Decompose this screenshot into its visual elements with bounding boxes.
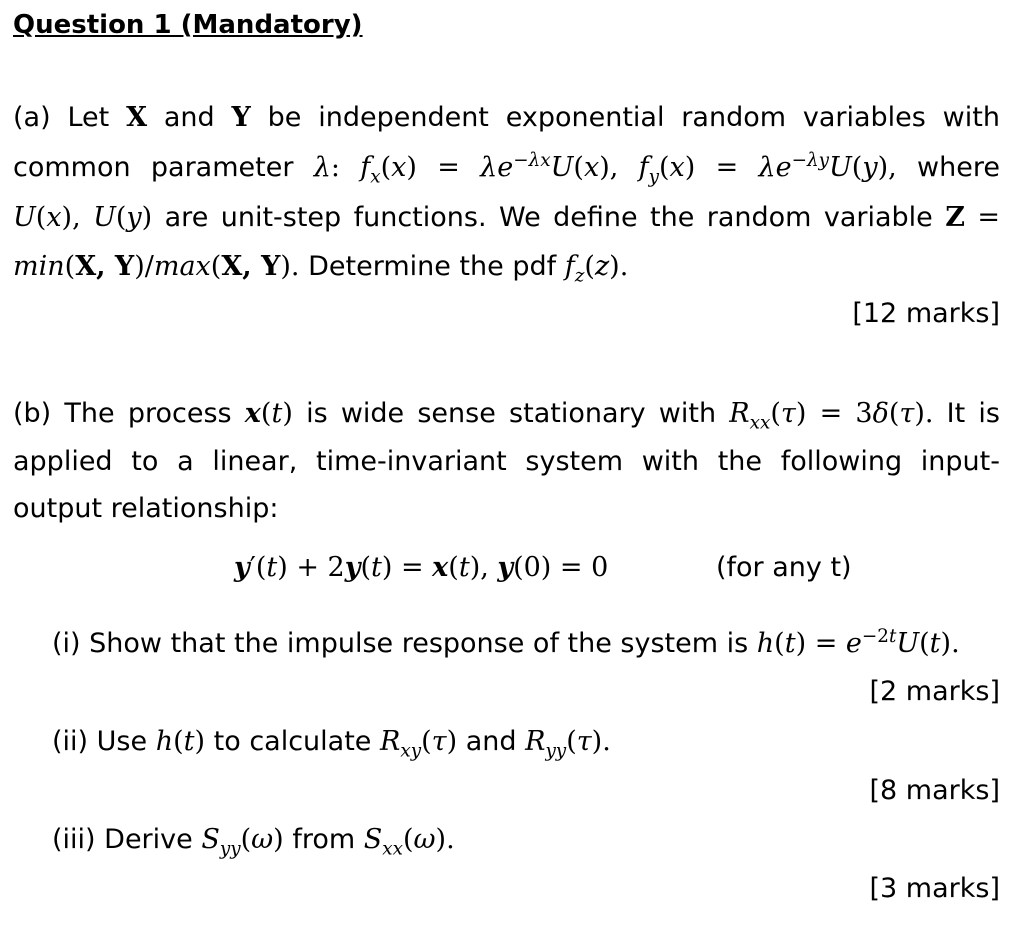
part-b-iii-marks: [3 marks] xyxy=(869,873,1000,904)
part-a-line-3: U(x), U(y) are unit-step functions. We define the random variable Z = xyxy=(13,202,1000,233)
question-title: Question 1 (Mandatory) xyxy=(13,10,363,40)
syy-math: $S_{yy}(\omega)$ xyxy=(201,824,284,860)
part-b-iii: (iii) Derive $S_{yy}(\omega)$ from $S_{xx}(\omega)$. xyxy=(52,824,455,860)
part-b-i-marks: [2 marks] xyxy=(869,676,1000,707)
part-b-line-3: output relationship: xyxy=(13,493,279,524)
part-b-ii-marks: [8 marks] xyxy=(869,775,1000,806)
rxy-math: $R_{xy}(\tau)$ xyxy=(380,726,458,762)
differential-equation: y′(t) + 2y(t) = x(t), y(0) = 0 xyxy=(234,552,609,583)
x-of-t-math: x(t) xyxy=(244,398,293,429)
h-of-t-math: h(t) xyxy=(155,726,206,757)
pdf-definitions-math: $f_x(x) = \lambda e^{-\lambda x}U(x)$, $f_y(x) = \lambda e^{-\lambda y}U(y)$, xyxy=(360,150,897,188)
part-b-line-1: (b) The process x(t) is wide sense stationary with $R_{xx}(\tau) = 3\delta(\tau)$. It is xyxy=(13,398,1000,434)
sxx-math: $S_{xx}(\omega)$. xyxy=(363,824,455,860)
ryy-math: $R_{yy}(\tau)$. xyxy=(525,726,611,762)
part-b-i: (i) Show that the impulse response of the system is $h(t) = e^{-2t}U(t)$. xyxy=(52,626,960,659)
rxx-math: $R_{xx}(\tau) = 3\delta(\tau)$. xyxy=(729,398,934,434)
part-a-marks: [12 marks] xyxy=(852,298,1000,329)
part-a-line-2: common parameter λ: $f_x(x) = \lambda e^{-\lambda x}U(x)$, $f_y(x) = \lambda e^{-\lambda y}U(y)$, where xyxy=(13,150,1000,188)
part-a-line-4: min(X, Y)/max(X, Y). Determine the pdf $f_z(z)$. xyxy=(13,251,629,287)
fz-math: $f_z(z)$. xyxy=(564,251,629,287)
part-b-ii: (ii) Use h(t) to calculate $R_{xy}(\tau)$ and $R_{yy}(\tau)$. xyxy=(52,726,611,762)
z-definition-math: min(X, Y)/max(X, Y). xyxy=(13,251,300,282)
part-a-line-1: (a) Let X and Y be independent exponential random variables with xyxy=(13,102,1000,133)
z-equals-math: Z = xyxy=(945,202,1000,233)
unit-step-math: U(x), U(y) xyxy=(13,202,153,233)
lambda-math: λ: xyxy=(313,152,340,183)
for-any-t-note: (for any t) xyxy=(716,552,852,583)
part-b-line-2: applied to a linear, time-invariant system with the following input- xyxy=(13,446,1000,477)
impulse-response-math: $h(t) = e^{-2t}U(t)$. xyxy=(756,626,960,659)
